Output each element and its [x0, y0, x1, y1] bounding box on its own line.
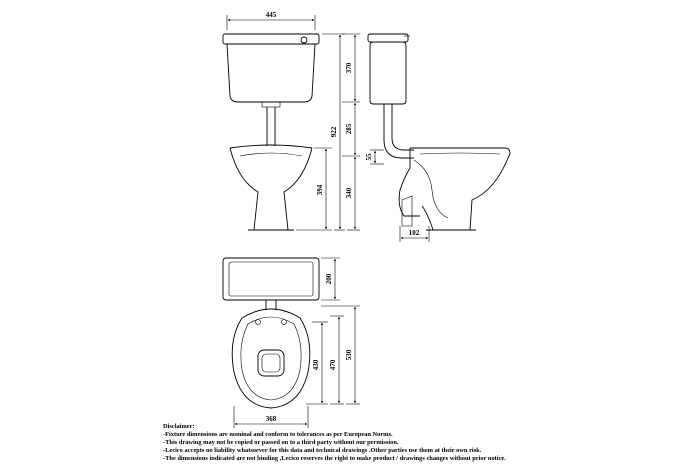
- dim-label-outlet-width: 102: [408, 229, 420, 237]
- disclaimer-line: -This drawing may not be copied or passed on to a third party without our permission.: [163, 439, 399, 446]
- dim-chain: [342, 34, 360, 230]
- dim-label-pipe-height: 285: [345, 123, 353, 135]
- disclaimer-title: Disclaimer:: [163, 423, 195, 430]
- dim-bowl-length: [329, 316, 344, 404]
- dim-tank-width: [227, 11, 315, 30]
- top-bowl: [232, 309, 310, 408]
- dim-label-outlet-height: 55: [365, 153, 373, 161]
- disclaimer-block: [163, 423, 663, 463]
- side-flush-pipe: [384, 104, 414, 158]
- top-cistern: [223, 258, 319, 300]
- disclaimer-line: -The dimensions indicated are not binding ,Lecico reserves the right to make product / drawings changes without prior notice.: [163, 455, 506, 462]
- dim-label-total-height: 922: [330, 126, 338, 138]
- disclaimer-line: -Fixture dimensions are nominal and conform to tolerances as per European Norms.: [163, 431, 393, 438]
- disclaimer-line: -Lecico accepts no liability whatsoever for this data and technical drawings .Other parties use them at their own risk.: [163, 447, 482, 454]
- dim-bowl-height: [296, 148, 332, 230]
- dim-label-bowl-height: 394: [316, 184, 324, 196]
- dim-label-bowl-height-side: 340: [345, 187, 353, 199]
- top-view: [223, 258, 360, 428]
- front-flush-pipe: [267, 107, 275, 146]
- dim-label-seat-length: 430: [312, 359, 320, 371]
- flush-button-icon: [301, 37, 307, 43]
- dim-total-depth: [321, 306, 360, 404]
- top-pipe: [266, 300, 276, 310]
- dim-total-height: [322, 34, 345, 230]
- dim-label-bowl-width: 368: [265, 415, 277, 423]
- front-cistern: [223, 34, 319, 107]
- dim-label-tank-width: 445: [265, 11, 277, 19]
- dim-label-tank-height: 370: [345, 62, 353, 74]
- dim-outlet-width: [400, 226, 429, 242]
- dim-tank-depth: [321, 258, 340, 300]
- dim-label-bowl-length: 470: [329, 359, 337, 371]
- dim-label-total-depth: 530: [345, 349, 353, 361]
- dim-outlet-height: [365, 150, 384, 164]
- side-cistern: [368, 34, 410, 104]
- front-bowl: [230, 145, 312, 230]
- front-view: [223, 11, 360, 230]
- dim-label-tank-depth: 200: [325, 273, 333, 285]
- side-view: [365, 34, 510, 242]
- side-bowl: [399, 148, 510, 230]
